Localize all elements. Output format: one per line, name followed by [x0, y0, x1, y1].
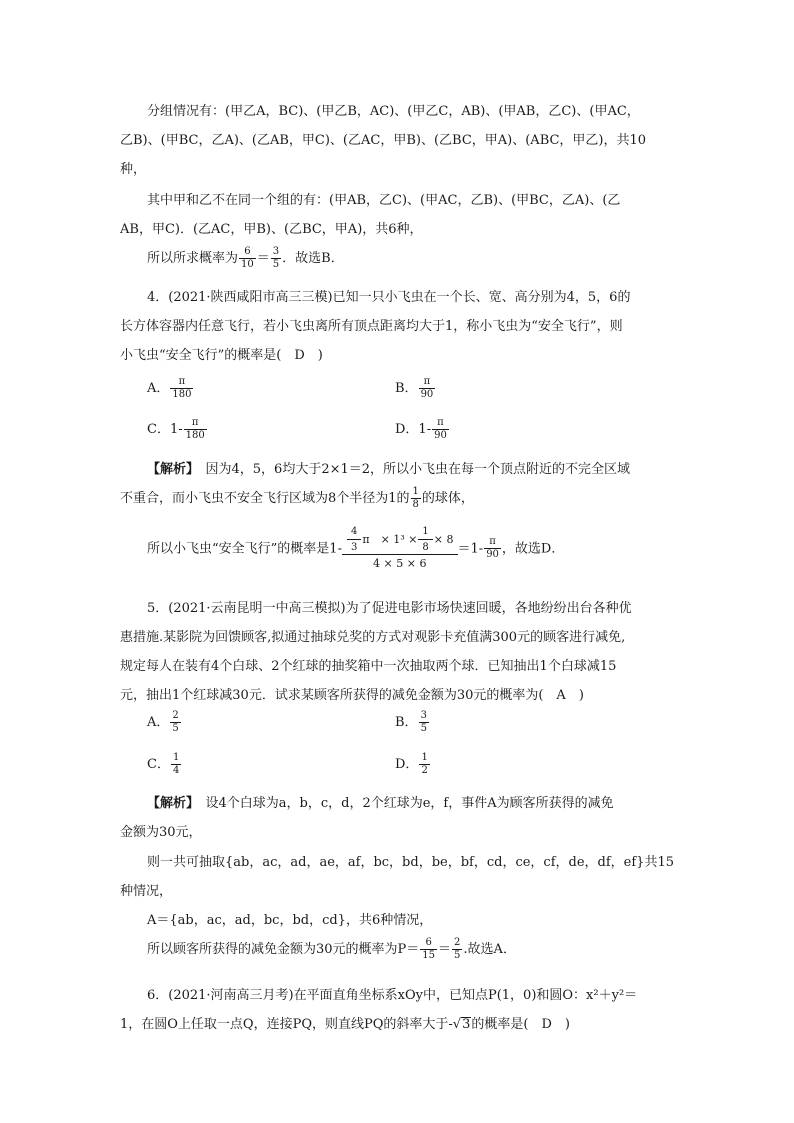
question-5-line: 惠措施.某影院为回馈顾客,拟通过抽球兑奖的方式对观影卡充值满300元的顾客进行减免,: [120, 630, 626, 645]
option-label: A．: [147, 381, 170, 396]
denominator: 90: [486, 548, 499, 560]
numerator: 3: [420, 710, 427, 721]
analysis-5-line: [147, 797, 614, 810]
question-5-line: 元，抽出1个红球减30元．试求某顾客所获得的减免金额为30元的概率为( A ): [120, 688, 584, 703]
text-segment: 因为4，5，6均大于2×1＝2，所以小飞虫在每一个顶点附近的不完全区域: [192, 462, 631, 477]
numerator: π: [191, 417, 199, 428]
equals: ＝: [438, 942, 452, 957]
numerator: 1: [172, 752, 180, 763]
fraction: [171, 753, 181, 776]
numerator: π: [423, 376, 431, 387]
option-c: [147, 418, 208, 441]
question-6-line: 6．(2021·河南高三月考)在平面直角坐标系xOy中，已知点P(1，0)和圆O：x²＋y²＝: [147, 988, 638, 1003]
text-segment: 所以所求概率为: [147, 251, 239, 266]
option-a: [147, 377, 194, 400]
numerator: 6: [425, 937, 432, 948]
text-line: 种，: [120, 162, 147, 177]
option-label: D．: [395, 757, 419, 772]
fraction: [419, 753, 429, 776]
text-segment: ，故选D．: [501, 541, 565, 557]
fraction: [420, 938, 437, 961]
text-line: AB，甲C)．(乙AC，甲B)、(乙BC，甲A)，共6种，: [120, 222, 423, 237]
fraction: [418, 527, 432, 553]
numerator: 1: [421, 752, 428, 763]
big-fraction: [342, 527, 458, 571]
denominator: 8: [412, 498, 419, 510]
denominator: 180: [172, 388, 192, 400]
fraction: [347, 527, 361, 553]
numerator: 4: [350, 526, 358, 537]
text-segment: 设4个白球为a，b，c，d，2个红球为e，f，事件A为顾客所获得的减免: [192, 796, 614, 811]
option-d: [395, 418, 450, 441]
fraction: [239, 247, 256, 270]
numerator: π: [489, 536, 496, 548]
text-segment: 所以顾客所获得的减免金额为30元的概率为P＝: [147, 942, 420, 957]
analysis-4-line: [147, 463, 630, 476]
text-line: 分组情况有：(甲乙A，BC)、(甲乙B，AC)、(甲乙C，AB)、(甲AB，乙C)、(甲AC，: [147, 104, 640, 119]
text-segment: 的球体，: [421, 491, 474, 506]
option-label: D．1-: [395, 422, 432, 437]
denominator: 2: [421, 764, 428, 776]
numerator: 2: [454, 937, 461, 948]
analysis-tag: 【解析】: [147, 796, 193, 811]
denominator: 15: [422, 949, 436, 961]
equals: ＝: [256, 251, 270, 266]
option-a: [147, 711, 182, 734]
question-4-line: 小飞虫“安全飞行”的概率是( D ): [120, 348, 323, 363]
text-segment: 1，在圆O上任取一点Q，连接PQ，则直线PQ的斜率大于-: [120, 1017, 453, 1032]
denominator: 8: [418, 539, 432, 554]
option-label: B．: [395, 715, 418, 730]
option-label: C．1-: [147, 422, 183, 437]
sqrt-radicand: 3: [462, 1017, 471, 1032]
fraction: [411, 487, 421, 510]
option-label: A．: [147, 715, 170, 730]
analysis-5-line: 则一共可抽取{ab，ac，ad，ae，af，bc，bd，be，bf，cd，ce，cf，de，df，ef}共15: [147, 855, 674, 870]
numerator: 3: [272, 246, 280, 257]
big-numerator: [342, 527, 458, 554]
numerator: 2: [172, 710, 179, 721]
question-4-line: 长方体容器内任意飞行，若小飞虫离所有顶点距离均大于1，称小飞虫为“安全飞行”，则: [120, 319, 623, 334]
probability-line: [147, 247, 344, 270]
text-line: 乙B)、(甲BC，乙A)、(乙AB，甲C)、(乙AC，甲B)、(乙BC，甲A)、(ABC，甲乙)，共10: [120, 133, 647, 148]
denominator: 5: [420, 722, 427, 734]
text-segment: π × 1³ ×: [362, 533, 418, 546]
numerator: 1: [422, 526, 429, 537]
denominator: 180: [185, 429, 205, 441]
analysis-4-line: [120, 487, 474, 510]
denominator: 10: [241, 258, 254, 270]
numerator: π: [178, 376, 186, 387]
option-label: C．: [147, 757, 170, 772]
fraction: [184, 418, 207, 441]
big-denominator: 4 × 5 × 6: [342, 554, 458, 571]
analysis-5-line: 金额为30元，: [120, 825, 202, 840]
text-segment: .故选A．: [463, 942, 516, 957]
text-line: 其中甲和乙不在同一个组的有：(甲AB，乙C)、(甲AC，乙B)、(甲BC，乙A)、(乙: [147, 193, 621, 208]
analysis-5-probability: [147, 938, 516, 961]
fraction: [419, 377, 436, 400]
numerator: 6: [244, 246, 251, 257]
text-segment: 所以小飞虫“安全飞行”的概率是1-: [147, 541, 342, 557]
option-b: [395, 711, 430, 734]
fraction: [432, 418, 449, 441]
text-segment: × 8: [433, 533, 454, 546]
denominator: 5: [454, 949, 461, 961]
denominator: 90: [434, 429, 447, 441]
fraction: [484, 537, 501, 560]
numerator: 1: [412, 486, 419, 497]
fraction: [170, 377, 193, 400]
option-b: [395, 377, 436, 400]
text-segment: 不重合，而小飞虫不安全飞行区域为8个半径为1的: [120, 491, 410, 506]
equals: ＝1-: [457, 541, 484, 557]
denominator: 5: [172, 722, 179, 734]
denominator: 5: [272, 258, 280, 270]
denominator: 4: [172, 764, 180, 776]
analysis-tag: 【解析】: [147, 462, 193, 477]
question-4-line: 4．(2021·陕西咸阳市高三三模)已知一只小飞虫在一个长、宽、高分别为4，5，6的: [147, 290, 631, 305]
analysis-4-formula: [147, 527, 564, 571]
fraction: [419, 711, 429, 734]
analysis-5-line: 种情况，: [120, 884, 173, 899]
sqrt-sign: √: [452, 1017, 462, 1032]
fraction: [452, 938, 462, 961]
question-5-line: 规定每人在装有4个白球、2个红球的抽奖箱中一次抽取两个球．已知抽出1个白球减15: [120, 659, 617, 674]
fraction: [170, 711, 180, 734]
text-segment: ．故选B．: [282, 251, 344, 266]
denominator: 3: [347, 539, 361, 554]
text-segment: 的概率是( D ): [471, 1017, 570, 1032]
fraction: [271, 247, 281, 270]
analysis-5-line: A＝{ab，ac，ad，bc，bd，cd}，共6种情况，: [147, 913, 433, 928]
denominator: 90: [420, 388, 434, 400]
question-5-line: 5．(2021·云南昆明一中高三模拟)为了促进电影市场快速回暖，各地纷纷出台各种优: [147, 601, 632, 616]
numerator: π: [437, 417, 444, 428]
option-d: [395, 753, 431, 776]
option-label: B．: [395, 381, 418, 396]
question-6-line: [120, 1017, 570, 1031]
option-c: [147, 753, 182, 776]
